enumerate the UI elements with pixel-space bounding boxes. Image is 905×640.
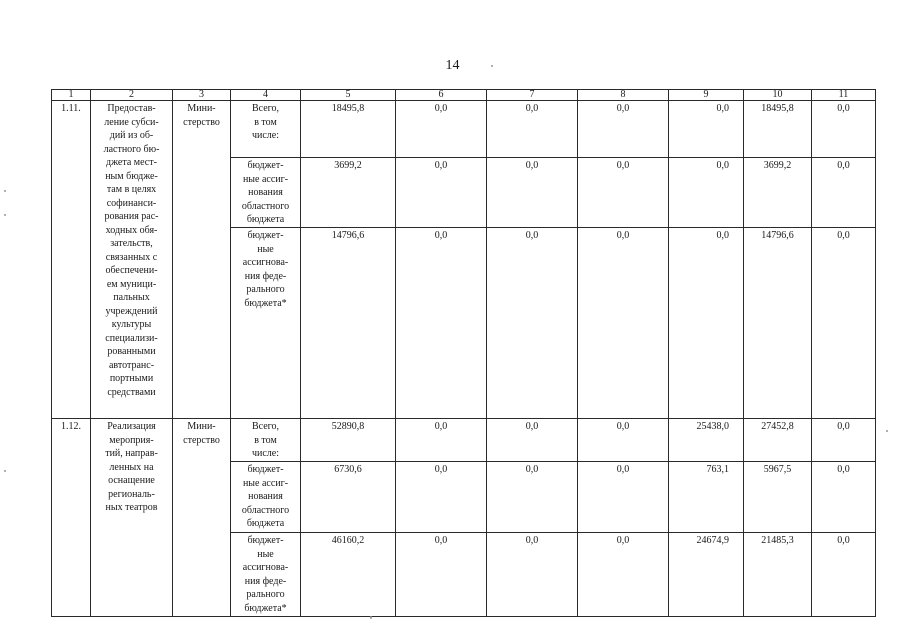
funding-source-label: бюджет- ные ассиг- нования областного бюджета	[231, 462, 301, 533]
table-cell: 0,0	[812, 228, 876, 419]
column-number: 6	[396, 90, 487, 101]
table-cell: 0,0	[487, 101, 578, 158]
table-row	[52, 101, 876, 158]
table-cell: 6730,6	[301, 462, 396, 533]
table-cell: 0,0	[487, 228, 578, 419]
table-cell: 0,0	[487, 419, 578, 462]
table-row	[52, 419, 876, 462]
table-cell: 14796,6	[301, 228, 396, 419]
table-cell: 0,0	[812, 462, 876, 533]
executor: Мини- стерство	[173, 419, 231, 617]
table-cell: 0,0	[396, 419, 487, 462]
table-cell: 0,0	[487, 158, 578, 228]
column-number: 7	[487, 90, 578, 101]
column-number: 11	[812, 90, 876, 101]
table-cell: 0,0	[396, 228, 487, 419]
table-cell: 3699,2	[301, 158, 396, 228]
table-cell: 0,0	[396, 101, 487, 158]
table-cell: 0,0	[812, 533, 876, 617]
measure-name: Реализация мероприя- тий, направ- ленных на оснащение региональ- ных театров	[91, 419, 173, 617]
column-number: 3	[173, 90, 231, 101]
table-cell: 0,0	[812, 158, 876, 228]
table-cell: 0,0	[669, 228, 744, 419]
measure-name: Предостав- ление субси- дий из об- ластного бю- джета мест- ным бюдже- там в целях софинанси- рования рас- ходных обя- зательств, связанных с обеспечени- ем муници- пальных учреждений культуры специализи- рованными автотранс- портными средствами	[91, 101, 173, 419]
funding-source-label: бюджет- ные ассигнова- ния феде- рального бюджета*	[231, 228, 301, 419]
table-cell: 5967,5	[744, 462, 812, 533]
table-cell: 52890,8	[301, 419, 396, 462]
scan-speck	[491, 65, 493, 67]
column-number-row	[52, 90, 876, 101]
table-cell: 21485,3	[744, 533, 812, 617]
row-code: 1.11.	[52, 101, 91, 419]
column-number: 1	[52, 90, 91, 101]
scan-speck	[4, 190, 6, 192]
table-cell: 0,0	[578, 158, 669, 228]
table-cell: 0,0	[487, 462, 578, 533]
column-number: 4	[231, 90, 301, 101]
funding-source-label: бюджет- ные ассигнова- ния феде- рального бюджета*	[231, 533, 301, 617]
table-cell: 0,0	[578, 101, 669, 158]
column-number: 8	[578, 90, 669, 101]
budget-table	[51, 89, 876, 617]
table-cell: 24674,9	[669, 533, 744, 617]
table-cell: 0,0	[578, 533, 669, 617]
funding-source-label: Всего, в том числе:	[231, 101, 301, 158]
table-cell: 763,1	[669, 462, 744, 533]
column-number: 5	[301, 90, 396, 101]
table-cell: 0,0	[669, 101, 744, 158]
scan-speck	[4, 214, 6, 216]
table-cell: 0,0	[669, 158, 744, 228]
table-cell: 0,0	[578, 462, 669, 533]
scan-speck	[370, 616, 372, 619]
page-number: 14	[445, 58, 460, 73]
table-cell: 27452,8	[744, 419, 812, 462]
table-cell: 3699,2	[744, 158, 812, 228]
table-cell: 14796,6	[744, 228, 812, 419]
table-cell: 18495,8	[301, 101, 396, 158]
table-cell: 18495,8	[744, 101, 812, 158]
table-cell: 0,0	[396, 533, 487, 617]
table-cell: 46160,2	[301, 533, 396, 617]
scan-speck	[4, 470, 6, 472]
funding-source-label: Всего, в том числе:	[231, 419, 301, 462]
table-cell: 25438,0	[669, 419, 744, 462]
scan-speck	[886, 430, 888, 432]
table-cell: 0,0	[812, 419, 876, 462]
column-number: 9	[669, 90, 744, 101]
table-cell: 0,0	[487, 533, 578, 617]
table-cell: 0,0	[578, 419, 669, 462]
table-cell: 0,0	[812, 101, 876, 158]
funding-source-label: бюджет- ные ассиг- нования областного бюджета	[231, 158, 301, 228]
executor: Мини- стерство	[173, 101, 231, 419]
table-cell: 0,0	[396, 462, 487, 533]
column-number: 2	[91, 90, 173, 101]
table-cell: 0,0	[578, 228, 669, 419]
row-code: 1.12.	[52, 419, 91, 617]
column-number: 10	[744, 90, 812, 101]
table-cell: 0,0	[396, 158, 487, 228]
